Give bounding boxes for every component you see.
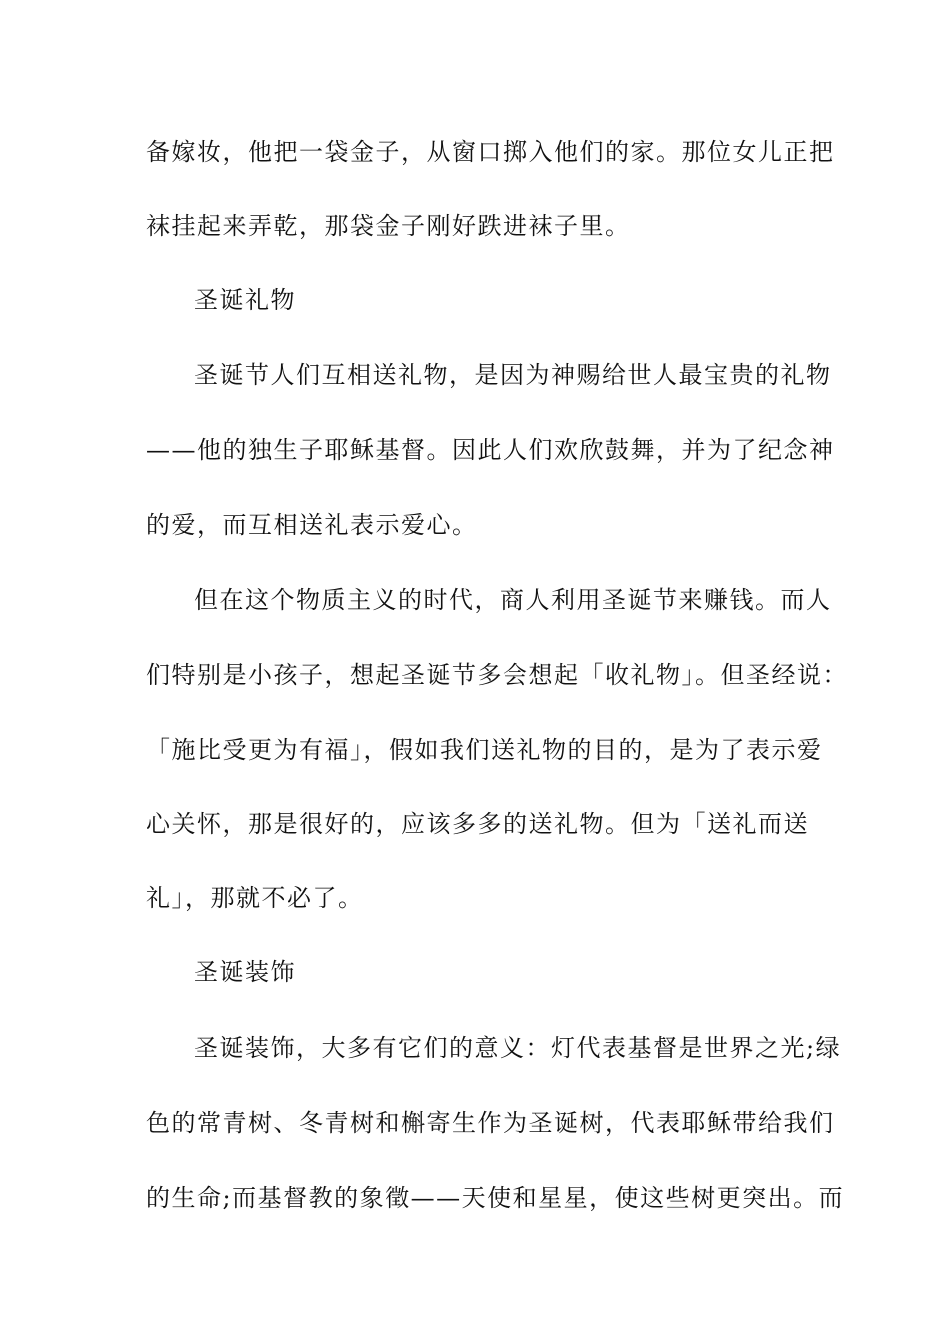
text-line: 但在这个物质主义的时代，商人利用圣诞节来赚钱。而人 [194,586,832,614]
text-line: 色的常青树、冬青树和槲寄生作为圣诞树，代表耶稣带给我们 [146,1109,835,1137]
section-heading-decorations: 圣诞装饰 [194,958,296,986]
text-line: 圣诞节人们互相送礼物，是因为神赐给世人最宝贵的礼物 [194,361,832,389]
text-line: 「施比受更为有福」，假如我们送礼物的目的，是为了表示爱 [146,736,823,764]
text-line: 礼」，那就不必了。 [146,884,364,912]
text-line: 备嫁妆，他把一袋金子，从窗口掷入他们的家。那位女儿正把 [146,138,835,166]
text-line: 心关怀，那是很好的，应该多多的送礼物。但为「送礼而送 [146,810,809,838]
text-line: ——他的独生子耶稣基督。因此人们欢欣鼓舞，并为了纪念神 [146,436,835,464]
text-line: 的生命;而基督教的象徵——天使和星星，使这些树更突出。而 [146,1184,845,1212]
section-heading-gifts: 圣诞礼物 [194,286,296,314]
text-line: 们特别是小孩子，想起圣诞节多会想起「收礼物」。但圣经说： [146,661,848,689]
text-line: 袜挂起来弄乾，那袋金子刚好跌进袜子里。 [146,212,631,240]
text-line: 圣诞装饰，大多有它们的意义：灯代表基督是世界之光;绿 [194,1034,842,1062]
text-line: 的爱，而互相送礼表示爱心。 [146,511,478,539]
